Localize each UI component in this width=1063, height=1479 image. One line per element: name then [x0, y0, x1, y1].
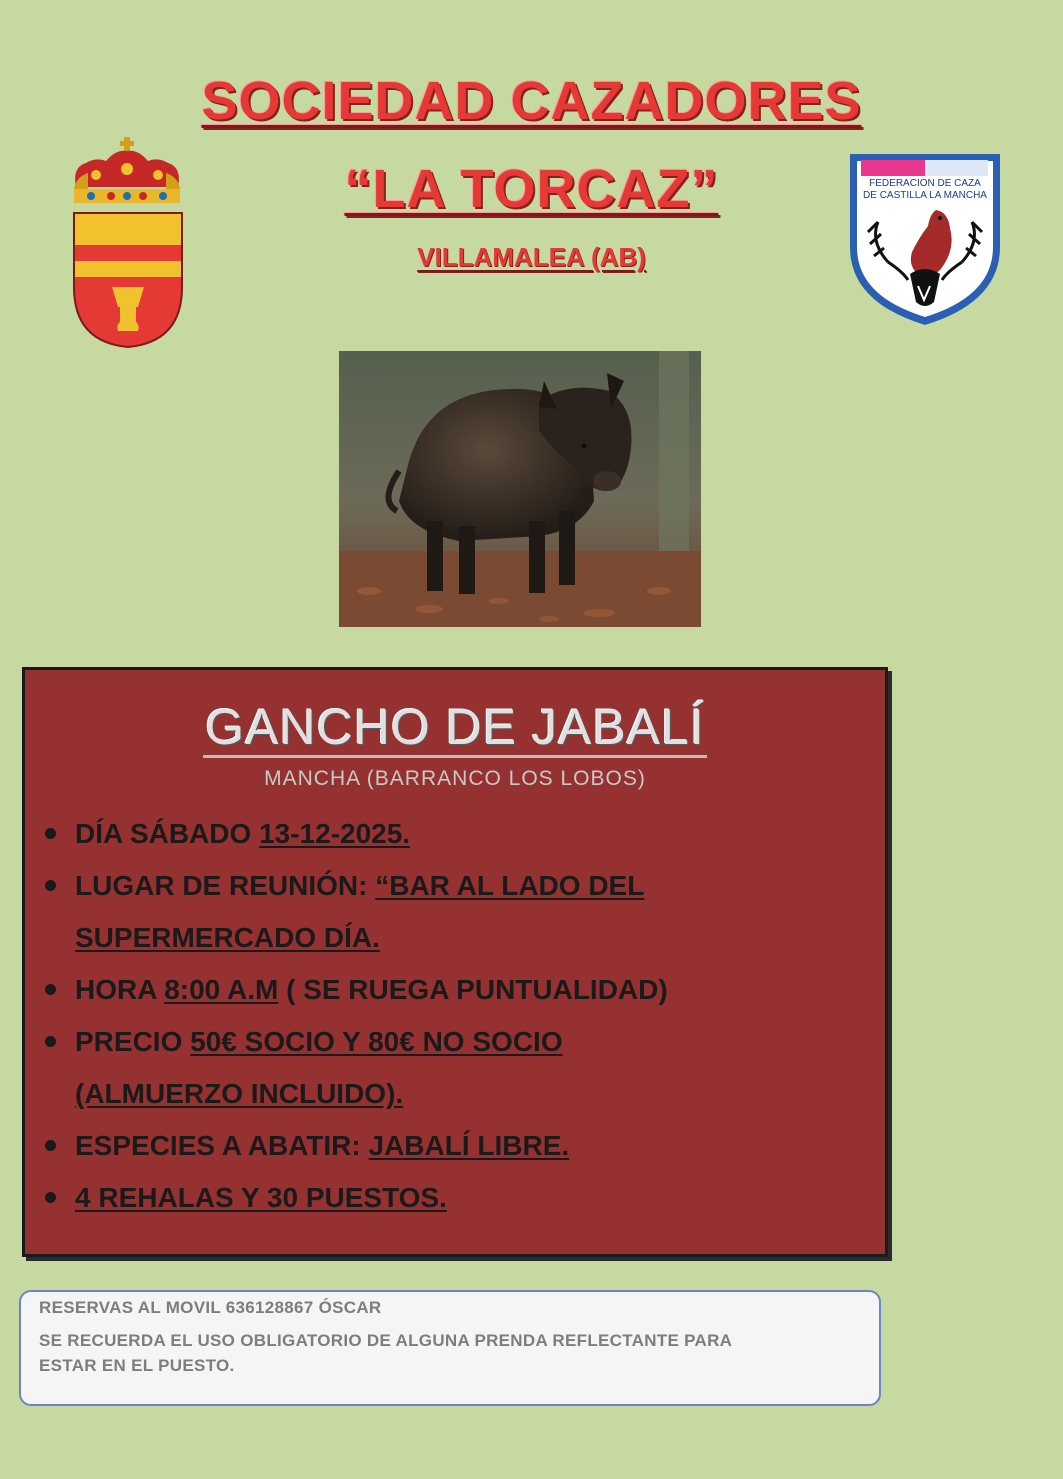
title-line-1: SOCIEDAD CAZADORES	[201, 71, 862, 131]
price-label: PRECIO	[75, 1026, 191, 1057]
federation-name-line-1: FEDERACION DE CAZA	[869, 178, 981, 189]
notes-box	[19, 1290, 881, 1406]
reflective-note-cont: ESTAR EN EL PUESTO.	[39, 1356, 235, 1375]
time-label: HORA	[75, 974, 165, 1005]
rehalas-value: 4 REHALAS Y 30 PUESTOS.	[75, 1182, 447, 1213]
coat-of-arms-icon	[66, 137, 188, 349]
location-subtitle: VILLAMALEA (AB)	[417, 242, 646, 272]
event-title-text: GANCHO DE JABALÍ	[203, 699, 706, 758]
list-item-date	[45, 808, 865, 860]
meeting-place-value: “BAR AL LADO DEL	[375, 870, 645, 901]
meeting-place-label: LUGAR DE REUNIÓN:	[75, 870, 376, 901]
wild-boar-photo	[339, 351, 701, 627]
title-line-2: “LA TORCAZ”	[344, 159, 719, 219]
bullet-icon	[45, 1036, 56, 1047]
list-item-price	[45, 1016, 865, 1120]
reflective-note: SE RECUERDA EL USO OBLIGATORIO DE ALGUNA PRENDA REFLECTANTE PARA	[39, 1331, 733, 1350]
bullet-icon	[45, 1140, 56, 1151]
event-details-box	[22, 667, 888, 1257]
bullet-icon	[45, 984, 56, 995]
date-value: 13-12-2025.	[259, 818, 411, 849]
species-label: ESPECIES A ABATIR:	[75, 1130, 369, 1161]
reservation-note: RESERVAS AL MOVIL 636128867 ÓSCAR	[39, 1298, 382, 1317]
list-item-rehalas	[45, 1172, 865, 1224]
bullet-icon	[45, 880, 56, 891]
federation-name-line-2: DE CASTILLA LA MANCHA	[863, 190, 987, 201]
list-item-meeting-place	[45, 860, 865, 964]
meeting-place-value-cont: SUPERMERCADO DÍA.	[75, 922, 380, 953]
species-value: JABALÍ LIBRE.	[368, 1130, 570, 1161]
time-value: 8:00 A.M	[164, 974, 279, 1005]
time-note: ( SE RUEGA PUNTUALIDAD)	[278, 974, 668, 1005]
price-value: 50€ SOCIO Y 80€ NO SOCIO	[190, 1026, 563, 1057]
bullet-icon	[45, 828, 56, 839]
list-item-species	[45, 1120, 865, 1172]
date-label: DÍA SÁBADO	[75, 818, 260, 849]
event-title	[25, 698, 885, 756]
price-note: (ALMUERZO INCLUIDO).	[75, 1078, 404, 1109]
event-details-list	[45, 808, 865, 1224]
event-subtitle: MANCHA (BARRANCO LOS LOBOS)	[264, 767, 646, 790]
federation-logo-icon	[848, 152, 1002, 327]
list-item-time	[45, 964, 865, 1016]
bullet-icon	[45, 1192, 56, 1203]
